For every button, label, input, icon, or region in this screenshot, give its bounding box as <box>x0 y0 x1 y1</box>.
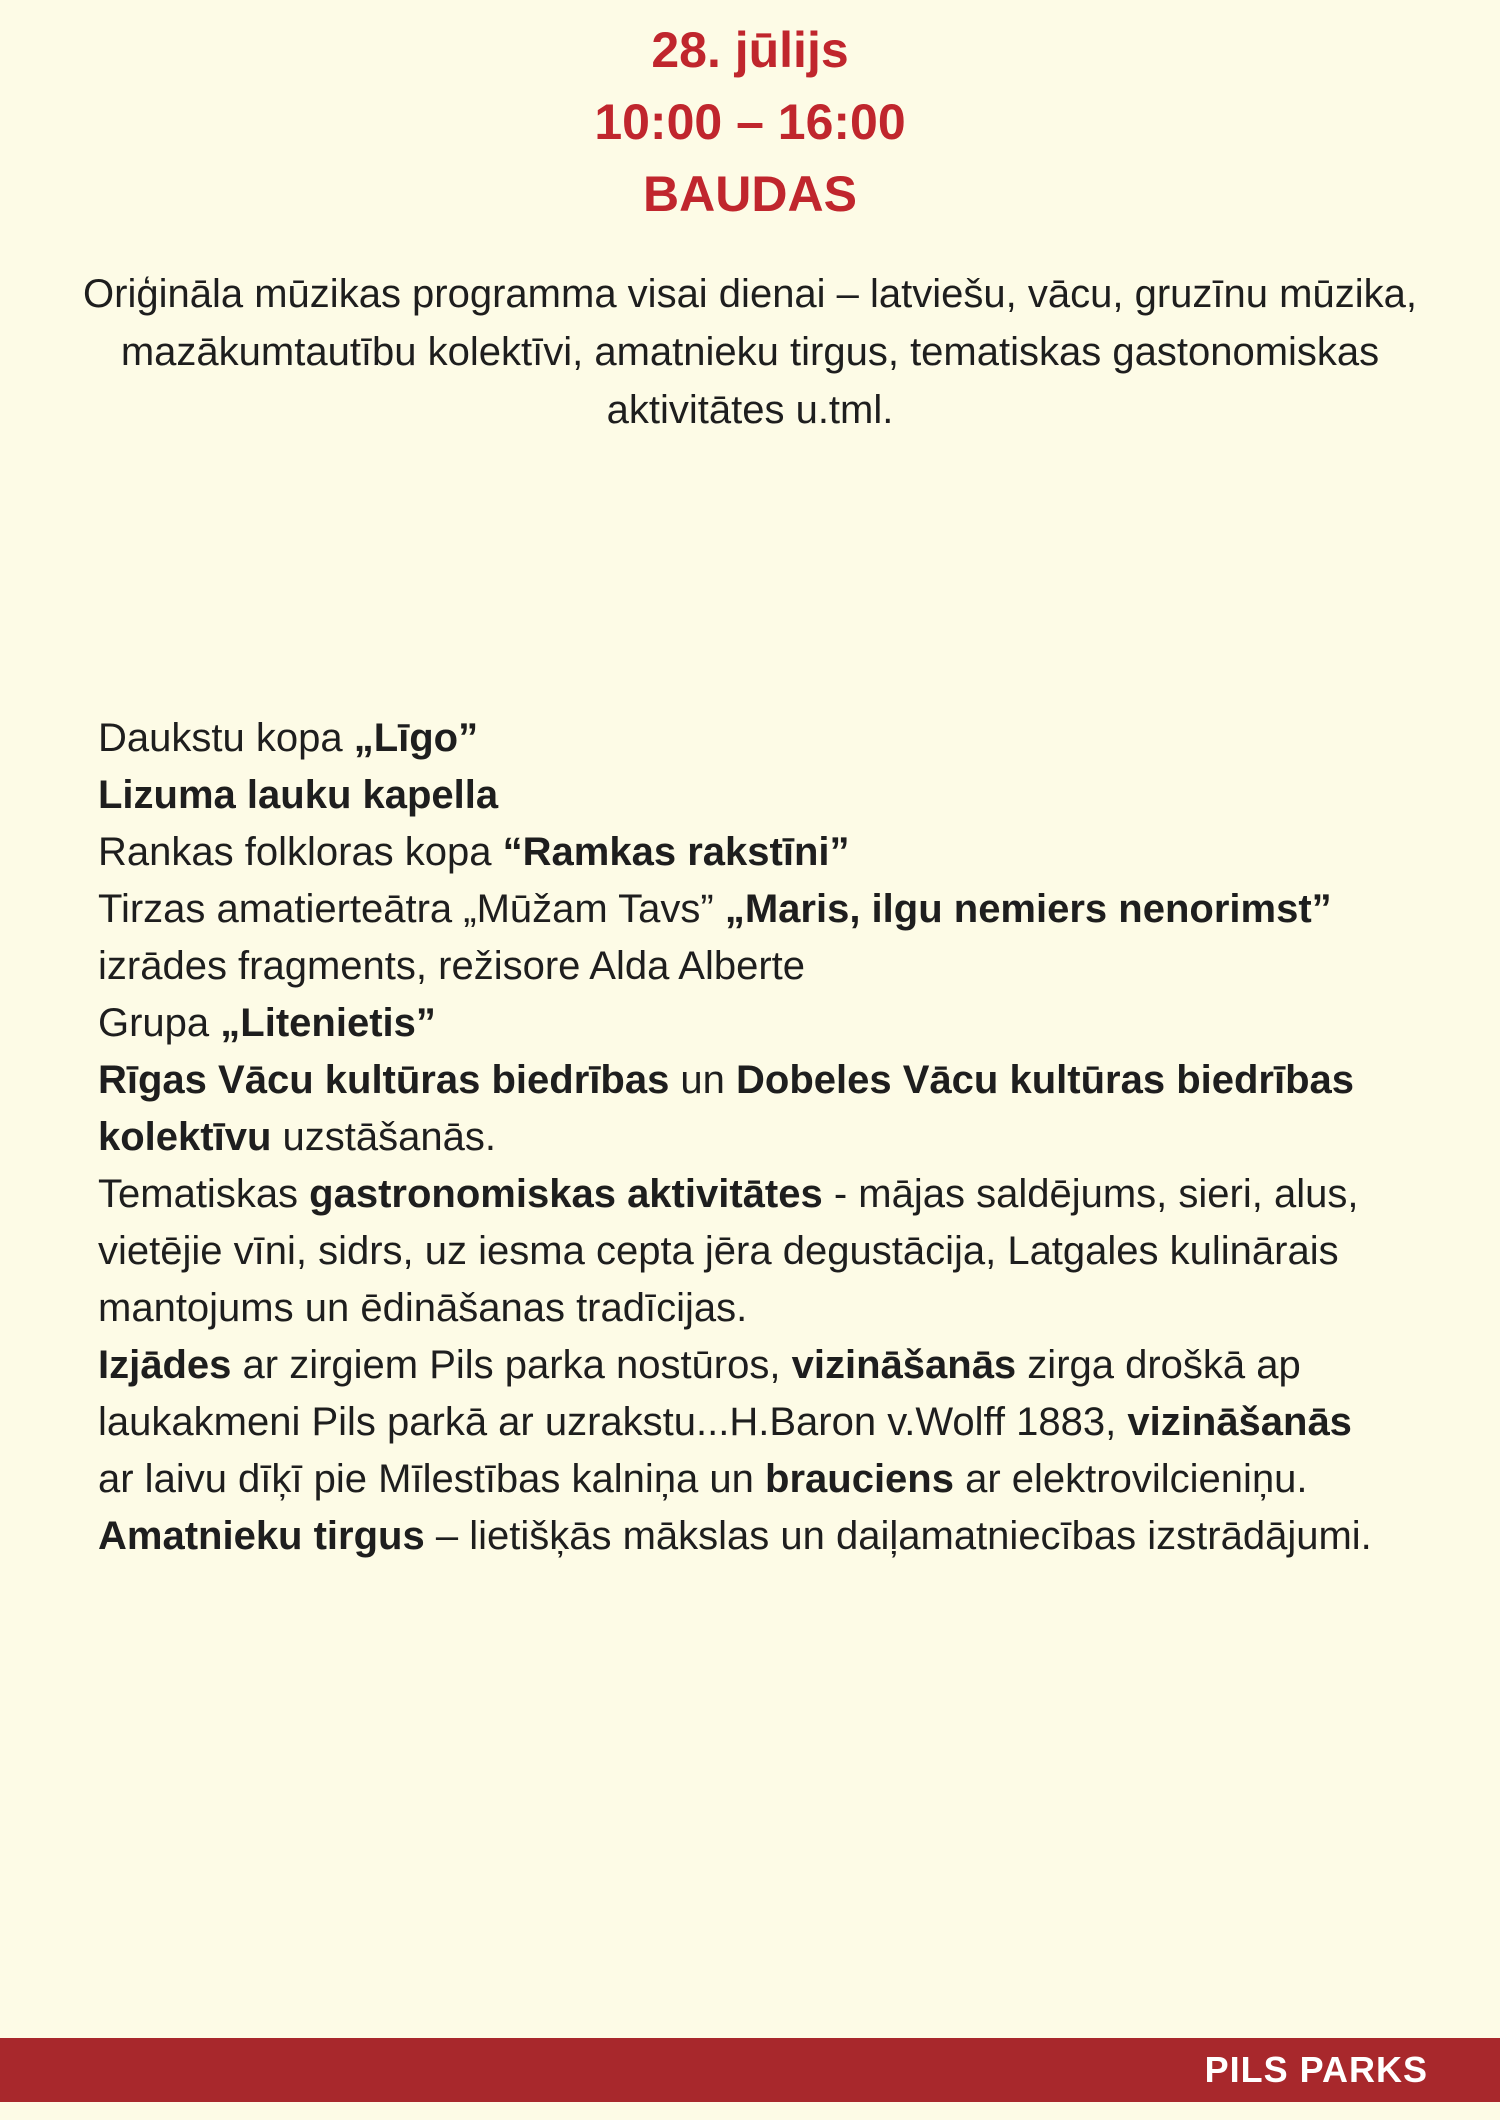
program-text: izrādes fragments, režisore Alda Alberte <box>98 944 806 988</box>
footer-label: PILS PARKS <box>1204 2049 1428 2090</box>
program-highlight: gastronomiskas aktivitātes <box>309 1172 823 1216</box>
program-highlight: vizināšanās <box>791 1343 1017 1387</box>
program-text: Rankas folkloras kopa <box>98 830 503 874</box>
program-text: laukakmeni Pils parkā ar uzrakstu...H.Baron v.Wolff 1883, <box>98 1400 1128 1444</box>
program-line <box>98 1166 1430 1223</box>
program-highlight: „Maris, ilgu nemiers nenorimst” <box>724 887 1332 931</box>
program-highlight: Izjādes <box>98 1343 232 1387</box>
program-line <box>98 938 1430 995</box>
event-place: BAUDAS <box>643 166 857 222</box>
program-highlight: “Ramkas rakstīni” <box>502 830 850 874</box>
program-line <box>98 1223 1430 1280</box>
event-date: 28. jūlijs <box>651 22 849 78</box>
program-line <box>98 995 1430 1052</box>
program-line <box>98 1394 1430 1451</box>
program-line <box>98 767 1430 824</box>
program-text: ar laivu dīķī pie Mīlestības kalniņa un <box>98 1457 766 1501</box>
program-highlight: vizināšanās <box>1127 1400 1352 1444</box>
program-line <box>98 1508 1430 1565</box>
program-highlight: kolektīvu <box>98 1115 272 1159</box>
program-text: zirga droškā ap <box>1016 1343 1301 1387</box>
program-text: Daukstu kopa <box>98 716 354 760</box>
program-line <box>98 710 1430 767</box>
program-line <box>98 824 1430 881</box>
program-line <box>98 1337 1430 1394</box>
program-line <box>98 1280 1430 1337</box>
program-text: uzstāšanās. <box>271 1115 496 1159</box>
program-line <box>98 1451 1430 1508</box>
program-highlight: Lizuma lauku kapella <box>98 773 499 817</box>
program-text: mantojums un ēdināšanas tradīcijas. <box>98 1286 748 1330</box>
program-text: - mājas saldējums, sieri, alus, <box>822 1172 1359 1216</box>
program-highlight: Amatnieku tirgus <box>98 1514 425 1558</box>
program-text: un <box>669 1058 737 1102</box>
program-line <box>98 1052 1430 1109</box>
program-highlight: Dobeles Vācu kultūras biedrības <box>736 1058 1355 1102</box>
program-text: ar elektrovilcieniņu. <box>953 1457 1308 1501</box>
program-highlight: brauciens <box>765 1457 954 1501</box>
program-highlight: „Litenietis” <box>220 1001 436 1045</box>
event-intro: Oriģināla mūzikas programma visai dienai – latviešu, vācu, gruzīnu mūzika, mazākumtautību kolektīvi, amatnieku tirgus, tematiskas gastonomiskas aktivitātes u.tml. <box>83 272 1417 432</box>
program-text: – lietišķās mākslas un daiļamatniecības izstrādājumi. <box>424 1514 1372 1558</box>
program-text: vietējie vīni, sidrs, uz iesma cepta jēra degustācija, Latgales kulinārais <box>98 1229 1339 1273</box>
program-text: ar zirgiem Pils parka nostūros, <box>231 1343 792 1387</box>
program-text: Grupa <box>98 1001 221 1045</box>
program-text: Tirzas amatierteātra „Mūžam Tavs” <box>98 887 725 931</box>
program-text: Tematiskas <box>98 1172 310 1216</box>
event-time: 10:00 – 16:00 <box>594 94 906 150</box>
program-highlight: Rīgas Vācu kultūras biedrības <box>98 1058 670 1102</box>
program-highlight: „Līgo” <box>353 716 479 760</box>
program-list <box>98 710 1430 1565</box>
event-header <box>0 14 1500 230</box>
program-line <box>98 1109 1430 1166</box>
program-line <box>98 881 1430 938</box>
footer-bar <box>0 2038 1500 2102</box>
